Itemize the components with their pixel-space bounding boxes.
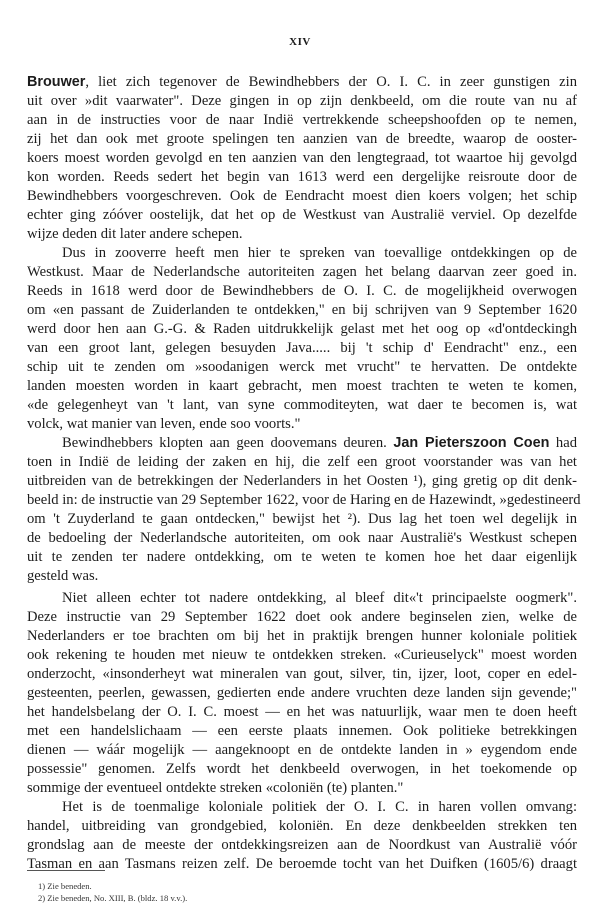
person-name: Brouwer (27, 74, 86, 90)
text-line (27, 472, 577, 491)
line-text: om «en passant de Zuiderlanden te ontdekken," en bij schrijven van 9 September 1620 (27, 302, 577, 318)
line-text: ook rekening te houden met nieuw te ontdekken streken. «Curieuselyck" moest worden (27, 647, 577, 663)
text-line (27, 684, 577, 703)
line-text: gesteenten, peerlen, gewassen, gedierten ende andere vruchten deze landen sijn gevende;" (27, 685, 577, 701)
text-line (27, 415, 577, 434)
footnote-1: 1) Zie beneden. (38, 881, 92, 891)
text-line (27, 529, 577, 548)
text-line (62, 244, 577, 263)
line-text: toen in Indië de leiding der zaken en hij, die zelf een groot voorstander was van het (27, 454, 577, 470)
text-line (27, 73, 577, 92)
text-line (27, 627, 577, 646)
text-line (27, 206, 577, 225)
text-line (27, 665, 577, 684)
text-line (27, 358, 577, 377)
text-line (27, 339, 577, 358)
line-text: zij het dan ook met groote spelingen ten aanzien van de breedte, waarop de ooster- (27, 131, 577, 147)
text-line (62, 798, 577, 817)
text-line (27, 703, 577, 722)
line-text: Niet alleen echter tot nadere ontdekking, al bleef dit«'t principaelste oogmerk". (62, 590, 577, 606)
text-line (27, 510, 577, 529)
person-name: Jan Pieterszoon Coen (393, 435, 550, 451)
line-text: Reeds in 1618 werd door de Bewindhebbers de O. I. C. de mogelijkheid overwogen (27, 283, 577, 299)
line-text: uitbreiden van de betrekkingen der Nederlanders in het Oosten ¹), ging gretig op dit denk- (27, 473, 577, 489)
text-line (27, 779, 577, 798)
text-line (62, 589, 577, 608)
line-text: schip uit te zenden om »soodanigen werck met vrucht" te hervatten. De ontdekte (27, 359, 577, 375)
line-text: koers moest worden gevolgd en ten aanzien van den lengtegraad, tot waartoe hij gevolgd (27, 150, 577, 166)
text-line (62, 434, 577, 453)
text-line (27, 646, 577, 665)
text-line (27, 836, 577, 855)
text-line (27, 453, 577, 472)
line-text: Tasman en aan Tasmans reizen zelf. De beroemde tocht van het Duifken (1605/6) draagt (27, 856, 577, 872)
text-line (27, 130, 577, 149)
line-text: dienen — wáár mogelijk — aangeknoopt en de ontdekte landen in » eygendom ende (27, 742, 577, 758)
line-text: de bedoeling der Nederlandsche autoriteiten, om ook naar Australië's Westkust schepen (27, 530, 577, 546)
line-text: «de gelegenheyt van 't lant, van syne commoditeyten, wat daer te becomen is, wat (27, 397, 577, 413)
text-line (27, 491, 581, 510)
line-text: echter ging zóóver oostelijk, dat het op de Westkust van Australië verviel. Op dezelfde (27, 207, 577, 223)
line-text: beeld in: de instructie van 29 September 1622, voor de Haring en de Hazewindt, »gedestineerd (27, 492, 581, 508)
text-line (27, 548, 577, 567)
text-line (27, 187, 577, 206)
line-text: had (549, 435, 577, 451)
text-line (27, 320, 577, 339)
text-line (27, 282, 577, 301)
line-text: volck, wat manier van leven, ende soo voorts." (27, 416, 301, 432)
text-line (27, 263, 577, 282)
text-line (27, 149, 577, 168)
line-text: uit over »dit vaarwater". Deze gingen in op zijn denkbeeld, om die route van nu af (27, 93, 577, 109)
line-text: het handelsbelang der O. I. C. moest — en het was natuurlijk, waar men te doen heeft (27, 704, 577, 720)
text-line (27, 301, 577, 320)
text-line (27, 111, 577, 130)
text-line (27, 817, 577, 836)
line-text: possessie" genomen. Zelfs wordt het denkbeeld overwogen, in het toekomende op (27, 761, 577, 777)
line-text: kon worden. Reeds sedert het begin van 1613 werd een dergelijke reisroute door de (27, 169, 577, 185)
page-number: XIV (289, 36, 311, 48)
text-line (27, 741, 577, 760)
text-line (27, 396, 577, 415)
line-text: Nederlanders er toe brachten om bij het in praktijk brengen hunner koloniale politiek (27, 628, 577, 644)
text-line (27, 567, 577, 586)
line-text: Het is de toenmalige koloniale politiek der O. I. C. in haren vollen omvang: (62, 799, 577, 815)
line-text: aan in de instructies voor de naar Indië vertrekkende scheepshoofden op te nemen, (27, 112, 577, 128)
line-text: gesteld was. (27, 568, 99, 584)
line-text: grondslag aan de meeste der ontdekkingsreizen aan de Noordkust van Australië vóór (27, 837, 577, 853)
text-line (27, 855, 577, 874)
text-line (27, 377, 577, 396)
line-text: wijze deden dit later andere schepen. (27, 226, 243, 242)
line-text: onderzocht, «insonderheyt wat mineralen van gout, silver, tin, ijzer, loot, coper en edel- (27, 666, 577, 682)
line-text: Dus in zooverre heeft men hier te spreken van toevallige ontdekkingen op de (62, 245, 577, 261)
line-text: Deze instructie van 29 September 1622 doet ook andere beginselen zien, welke de (27, 609, 577, 625)
footnote-divider (27, 870, 105, 871)
text-line (27, 168, 577, 187)
line-text: met een handelslichaam — een eerste plaats innemen. Ook politieke betrekkingen (27, 723, 577, 739)
text-line (27, 225, 577, 244)
line-text: handel, uitbreiding van grondgebied, koloniën. En deze denkbeelden strekken ten (27, 818, 577, 834)
line-text: Bewindhebbers klopten aan geen doovemans deuren. (62, 435, 394, 451)
text-line (27, 760, 577, 779)
line-text: uit te zenden ter nadere ontdekking, om te weten te komen hoe het daar eigenlijk (27, 549, 577, 565)
footnote-2: 2) Zie beneden, No. XIII, B. (bldz. 18 v.v.). (38, 893, 188, 903)
line-text: om 't Zuyderland te gaan ontdecken," bewijst het ²). Dus lag het toen wel degelijk in (27, 511, 577, 527)
line-text: Bewindhebbers voorgeschreven. Ook de Eendracht moest dien koers volgen; het schip (27, 188, 577, 204)
text-line (27, 608, 577, 627)
line-text: werd door hen aan G.-G. & Raden uitdrukkelijk gelast met het oog op «d'ontdeckingh (27, 321, 577, 337)
line-text: sommige der eventueel ontdekte streken «coloniën (te) planten." (27, 780, 404, 796)
line-text: landen moesten worden in kaart gebracht, men moest trachten te weten te komen, (27, 378, 577, 394)
line-text: van een groot lant, gelegen besuyden Java..... bij 't schip d' Eendracht" enz., een (27, 340, 577, 356)
line-text: , liet zich tegenover de Bewindhebbers der O. I. C. in zeer gunstigen zin (85, 74, 577, 90)
text-line (27, 92, 577, 111)
text-line (27, 722, 577, 741)
line-text: Westkust. Maar de Nederlandsche autoriteiten zagen het belang daarvan zeer goed in. (27, 264, 577, 280)
